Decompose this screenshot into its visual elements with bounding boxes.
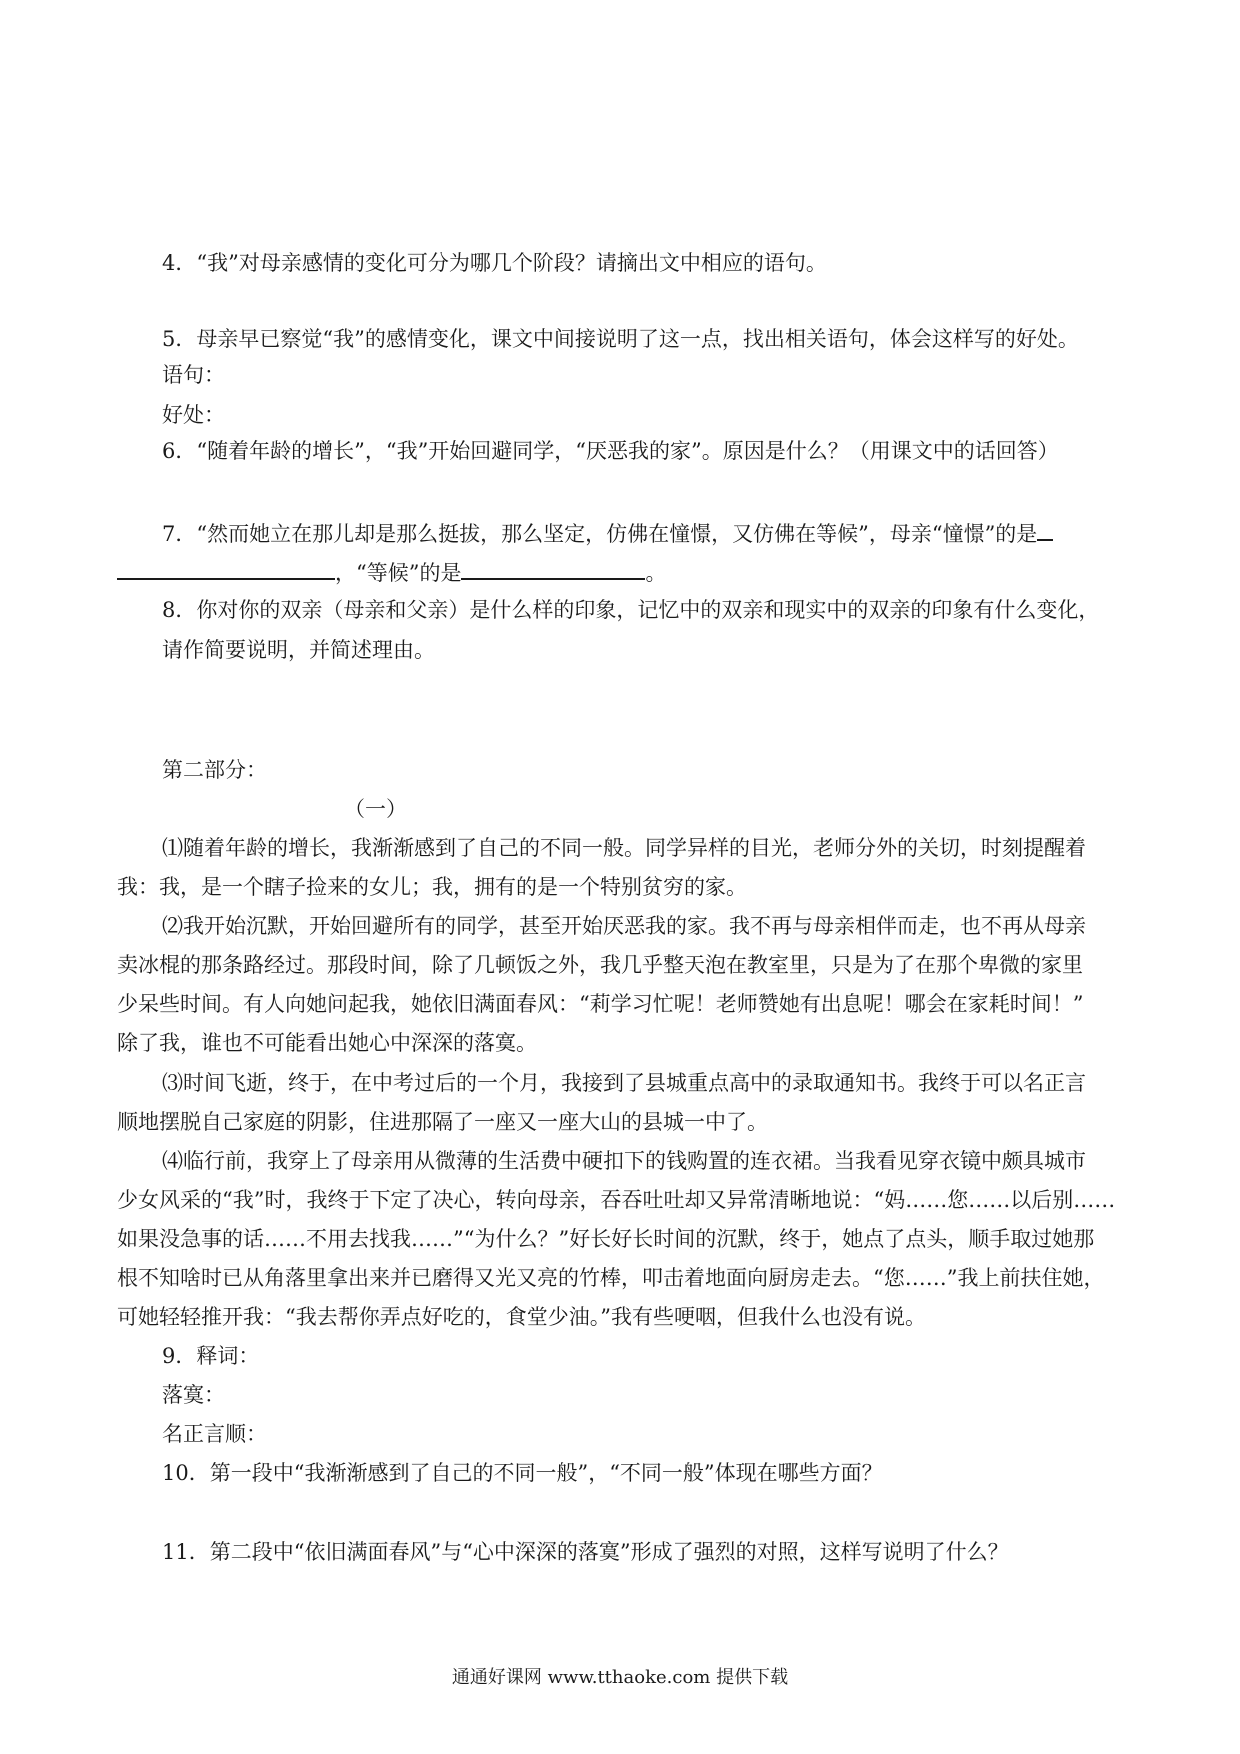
question-8-line-1: 8．你对你的双亲（母亲和父亲）是什么样的印象，记忆中的双亲和现实中的双亲的印象有什么变化，: [162, 598, 1100, 622]
answer-blank-2[interactable]: [461, 556, 645, 580]
question-11: 11．第二段中“依旧满面春风”与“心中深深的落寞”形成了强烈的对照，这样写说明了什么？: [162, 1540, 1009, 1564]
question-4: 4．“我”对母亲感情的变化可分为哪几个阶段？请摘出文中相应的语句。: [162, 251, 827, 275]
paragraph-3-line-2: 顺地摆脱自己家庭的阴影，住进那隔了一座又一座大山的县城一中了。: [117, 1110, 768, 1134]
paragraph-4-line-2: 少女风采的“我”时，我终于下定了决心，转向母亲，吞吞吐吐却又异常清晰地说：“妈……您……以后别……: [117, 1188, 1116, 1212]
question-7-end: 。: [645, 561, 667, 585]
question-7-text-2: ，“等候”的是: [335, 561, 462, 585]
paragraph-1-line-1: ⑴随着年龄的增长，我渐渐感到了自己的不同一般。同学异样的目光，老师分外的关切，时刻提醒着: [162, 836, 1086, 860]
question-9: 9．释词：: [162, 1344, 260, 1368]
paragraph-4-line-1: ⑷临行前，我穿上了母亲用从微薄的生活费中硬扣下的钱购置的连衣裙。当我看见穿衣镜中颇具城市: [162, 1149, 1086, 1173]
paragraph-4-line-5: 可她轻轻推开我：“我去帮你弄点好吃的，食堂少油。”我有些哽咽，但我什么也没有说。: [117, 1305, 926, 1329]
paragraph-2-line-2: 卖冰棍的那条路经过。那段时间，除了几顿饭之外，我几乎整天泡在教室里，只是为了在那个卑微的家里: [117, 953, 1083, 977]
question-7: [162, 517, 1053, 549]
paragraph-2-line-3: 少呆些时间。有人向她问起我，她依旧满面春风：“莉学习忙呢！老师赞她有出息呢！哪会在家耗时间！”: [117, 992, 1084, 1016]
question-6: 6．“随着年龄的增长”，“我”开始回避同学，“厌恶我的家”。原因是什么？（用课文中的话回答）: [162, 439, 1059, 463]
paragraph-1-line-2: 我：我，是一个瞎子捡来的女儿；我，拥有的是一个特别贫穷的家。: [117, 875, 747, 899]
question-5-benefit-label: 好处：: [162, 403, 225, 427]
question-7-text: 7．“然而她立在那儿却是那么挺拔，那么坚定，仿佛在憧憬，又仿佛在等候”，母亲“憧憬”的是: [162, 522, 1038, 546]
paragraph-2-line-4: 除了我，谁也不可能看出她心中深深的落寞。: [117, 1031, 537, 1055]
answer-blank-1b[interactable]: [117, 556, 335, 580]
question-8-line-2: 请作简要说明，并简述理由。: [162, 638, 435, 662]
paragraph-4-line-4: 根不知啥时已从角落里拿出来并已磨得又光又亮的竹棒，叩击着地面向厨房走去。“您……”我上前扶住她，: [117, 1266, 1105, 1290]
answer-blank-1a[interactable]: [1037, 517, 1053, 541]
paragraph-2-line-1: ⑵我开始沉默，开始回避所有的同学，甚至开始厌恶我的家。我不再与母亲相伴而走，也不再从母亲: [162, 914, 1086, 938]
question-9-word-2: 名正言顺：: [162, 1422, 267, 1446]
paragraph-4-line-3: 如果没急事的话……不用去找我……”“为什么？”好长好长时间的沉默，终于，她点了点头，顺手取过她那: [117, 1227, 1095, 1251]
question-7-continued: [117, 556, 666, 588]
question-10: 10．第一段中“我渐渐感到了自己的不同一般”，“不同一般”体现在哪些方面？: [162, 1461, 883, 1485]
question-5: 5．母亲早已察觉“我”的感情变化，课文中间接说明了这一点，找出相关语句，体会这样写的好处。: [162, 327, 1079, 351]
question-5-sentence-label: 语句：: [162, 363, 225, 387]
footer-credit: 通通好课网 www.tthaoke.com 提供下载: [451, 1667, 789, 1688]
paragraph-3-line-1: ⑶时间飞逝，终于，在中考过后的一个月，我接到了县城重点高中的录取通知书。我终于可以名正言: [162, 1071, 1086, 1095]
question-9-word-1: 落寞：: [162, 1383, 225, 1407]
part-2-subheading: （一）: [344, 797, 407, 821]
part-2-heading: 第二部分：: [162, 758, 267, 782]
